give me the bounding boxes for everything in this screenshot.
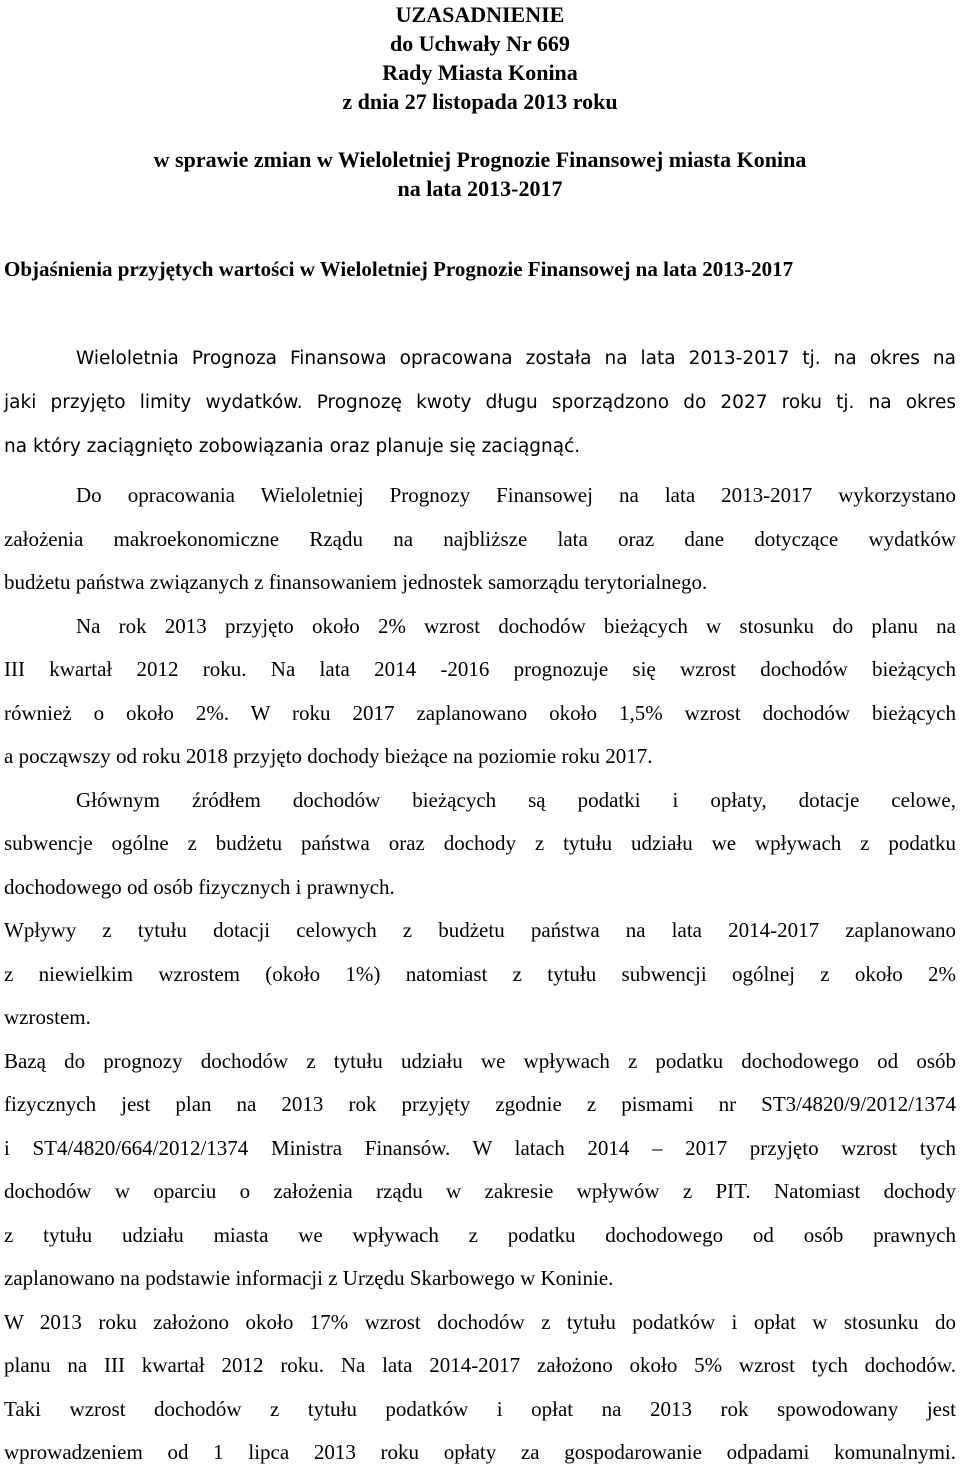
body-line: Wpływy z tytułu dotacji celowych z budżetu państwa na lata 2014-2017 zaplanowano xyxy=(4,918,956,942)
intro-paragraph xyxy=(4,337,956,469)
subject-line-1: w sprawie zmian w Wieloletniej Prognozie Finansowej miasta Konina xyxy=(153,147,807,172)
explanation-heading: Objaśnienia przyjętych wartości w Wieloletniej Prognozie Finansowej na lata 2013-2017 xyxy=(4,257,794,281)
body-line: z niewielkim wzrostem (około 1%) natomiast z tytułu subwencji ogólnej z około 2% xyxy=(4,961,956,986)
intro-line: na który zaciągnięto zobowiązania oraz planuje się zaciągnąć. xyxy=(4,436,581,457)
document-subject xyxy=(0,145,960,203)
body-line: Do opracowania Wieloletniej Prognozy Finansowej na lata 2013-2017 wykorzystano xyxy=(76,483,956,507)
header-council-name: Rady Miasta Konina xyxy=(382,60,578,85)
header-date: z dnia 27 listopada 2013 roku xyxy=(342,89,618,114)
subject-line-2: na lata 2013-2017 xyxy=(397,176,563,201)
body-line: Taki wzrost dochodów z tytułu podatków i opłat na 2013 rok spowodowany jest xyxy=(4,1396,956,1421)
body-line: Na rok 2013 przyjęto około 2% wzrost dochodów bieżących w stosunku do planu na xyxy=(76,613,956,638)
body-line: z tytułu udziału miasta we wpływach z podatku dochodowego od osób prawnych xyxy=(4,1222,956,1247)
body-line: budżetu państwa związanych z finansowaniem jednostek samorządu terytorialnego. xyxy=(4,570,708,594)
document-header xyxy=(0,0,960,116)
body-line: Głównym źródłem dochodów bieżących są podatki i opłaty, dotacje celowe, xyxy=(76,787,956,812)
body-line: założenia makroekonomiczne Rządu na najbliższe lata oraz dane dotyczące wydatków xyxy=(4,526,956,551)
body-line: subwencje ogólne z budżetu państwa oraz dochody z tytułu udziału we wpływach z podatku xyxy=(4,831,956,855)
body-line: wzrostem. xyxy=(4,1005,91,1029)
header-title: UZASADNIENIE xyxy=(395,2,565,27)
body-line: dochodowego od osób fizycznych i prawnych. xyxy=(4,874,395,899)
body-line: W 2013 roku założono około 17% wzrost dochodów z tytułu podatków i opłat w stosunku do xyxy=(4,1309,956,1334)
body-line: fizycznych jest plan na 2013 rok przyjęty zgodnie z pismami nr ST3/4820/9/2012/1374 xyxy=(4,1092,956,1116)
body-line: również o około 2%. W roku 2017 zaplanowano około 1,5% wzrost dochodów bieżących xyxy=(4,700,956,725)
body-line: Bazą do prognozy dochodów z tytułu udziału we wpływach z podatku dochodowego od osób xyxy=(4,1048,956,1073)
body-text xyxy=(4,474,956,1475)
intro-line: jaki przyjęto limity wydatków. Prognozę kwoty długu sporządzono do 2027 roku tj. na okres xyxy=(4,392,956,413)
body-line: a począwszy od roku 2018 przyjęto dochody bieżące na poziomie roku 2017. xyxy=(4,744,653,768)
body-line: III kwartał 2012 roku. Na lata 2014 -2016 prognozuje się wzrost dochodów bieżących xyxy=(4,657,956,681)
intro-line: Wieloletnia Prognoza Finansowa opracowana została na lata 2013-2017 tj. na okres na xyxy=(76,348,956,369)
body-line: zaplanowano na podstawie informacji z Urzędu Skarbowego w Koninie. xyxy=(4,1266,614,1290)
body-line: planu na III kwartał 2012 roku. Na lata 2014-2017 założono około 5% wzrost tych dochodów. xyxy=(4,1353,956,1377)
header-resolution-number: do Uchwały Nr 669 xyxy=(390,31,570,56)
body-line: dochodów w oparciu o założenia rządu w zakresie wpływów z PIT. Natomiast dochody xyxy=(4,1179,956,1203)
body-line: wprowadzeniem od 1 lipca 2013 roku opłaty za gospodarowanie odpadami komunalnymi. xyxy=(4,1440,956,1464)
body-line: i ST4/4820/664/2012/1374 Ministra Finansów. W latach 2014 – 2017 przyjęto wzrost tych xyxy=(4,1135,956,1160)
